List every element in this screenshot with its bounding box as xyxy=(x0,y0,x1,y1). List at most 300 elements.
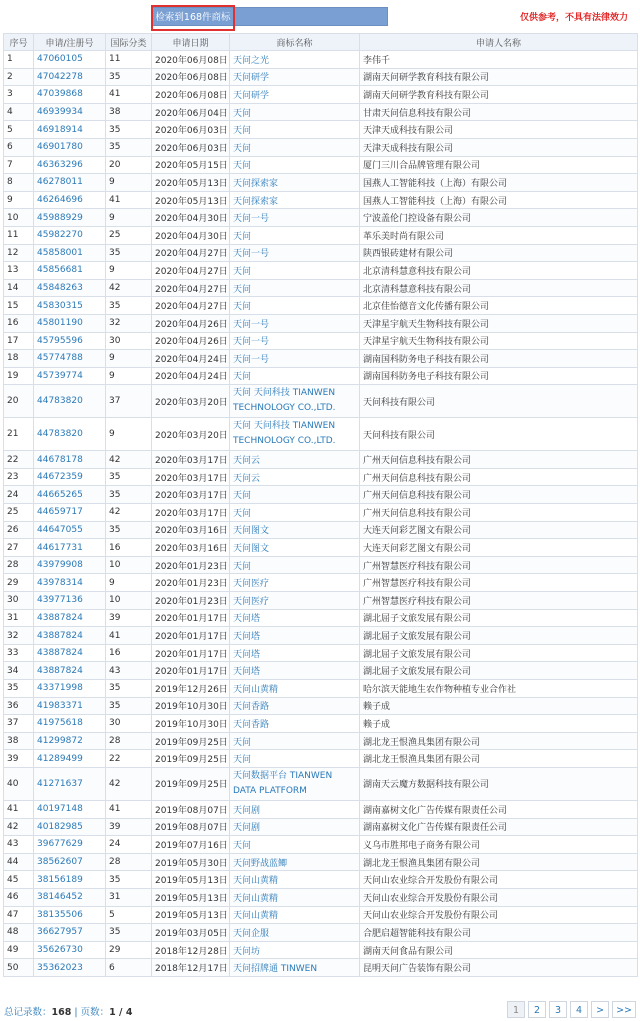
cell-reg-number[interactable]: 47060105 xyxy=(34,51,106,69)
cell-mark-name[interactable]: 天问山黄精 xyxy=(230,906,360,924)
cell-class: 35 xyxy=(106,68,152,86)
cell-mark-name[interactable]: 天问探索家 xyxy=(230,191,360,209)
pages-label: 页数： xyxy=(80,1007,110,1018)
cell-reg-number[interactable]: 46939934 xyxy=(34,103,106,121)
cell-reg-number[interactable]: 44617731 xyxy=(34,539,106,557)
cell-class: 9 xyxy=(106,350,152,368)
cell-reg-number[interactable]: 36627957 xyxy=(34,924,106,942)
table-row xyxy=(4,906,638,924)
cell-index: 46 xyxy=(4,888,34,906)
cell-reg-number[interactable]: 44665265 xyxy=(34,486,106,504)
cell-reg-number[interactable]: 40182985 xyxy=(34,818,106,836)
cell-class: 41 xyxy=(106,86,152,104)
cell-applicant: 国燕人工智能科技（上海）有限公司 xyxy=(360,191,638,209)
table-row xyxy=(4,592,638,610)
header-col-reg-number: 申请/注册号 xyxy=(34,34,106,51)
cell-mark-name[interactable]: 天问剧 xyxy=(230,818,360,836)
table-row xyxy=(4,627,638,645)
cell-class: 35 xyxy=(106,297,152,315)
cell-applicant: 天问科技有限公司 xyxy=(360,418,638,451)
table-row xyxy=(4,51,638,69)
cell-mark-name[interactable]: 天问香路 xyxy=(230,715,360,733)
table-row xyxy=(4,888,638,906)
cell-mark-name[interactable]: 天问野战蓝鲫 xyxy=(230,853,360,871)
cell-applicant: 湖南天问研学教育科技有限公司 xyxy=(360,68,638,86)
cell-reg-number[interactable]: 38146452 xyxy=(34,888,106,906)
cell-date: 2020年06月03日 xyxy=(152,138,230,156)
cell-mark-name[interactable]: 天问 xyxy=(230,732,360,750)
cell-class: 24 xyxy=(106,836,152,854)
cell-index: 40 xyxy=(4,767,34,800)
cell-mark-name[interactable]: 天问坊 xyxy=(230,941,360,959)
cell-reg-number[interactable]: 44678178 xyxy=(34,451,106,469)
cell-class: 20 xyxy=(106,156,152,174)
cell-reg-number[interactable]: 41289499 xyxy=(34,750,106,768)
cell-date: 2019年08月07日 xyxy=(152,818,230,836)
cell-reg-number[interactable]: 45982270 xyxy=(34,226,106,244)
cell-class: 43 xyxy=(106,662,152,680)
cell-mark-name[interactable]: 天问塔 xyxy=(230,644,360,662)
cell-reg-number[interactable]: 38156189 xyxy=(34,871,106,889)
cell-mark-name[interactable]: 天问一号 xyxy=(230,332,360,350)
cell-index: 14 xyxy=(4,279,34,297)
cell-mark-name[interactable]: 天问企服 xyxy=(230,924,360,942)
cell-applicant: 广州天问信息科技有限公司 xyxy=(360,451,638,469)
table-row xyxy=(4,504,638,522)
cell-mark-name[interactable]: 天问 xyxy=(230,750,360,768)
cell-applicant: 广州天问信息科技有限公司 xyxy=(360,468,638,486)
cell-applicant: 北京清科慧意科技有限公司 xyxy=(360,262,638,280)
cell-date: 2019年09月25日 xyxy=(152,767,230,800)
cell-class: 16 xyxy=(106,539,152,557)
cell-date: 2019年08月07日 xyxy=(152,800,230,818)
table-row xyxy=(4,156,638,174)
cell-reg-number[interactable]: 43887824 xyxy=(34,609,106,627)
cell-mark-name[interactable]: 天问 xyxy=(230,486,360,504)
cell-mark-name[interactable]: 天问塔 xyxy=(230,627,360,645)
cell-mark-name[interactable]: 天问剧 xyxy=(230,800,360,818)
table-row xyxy=(4,138,638,156)
cell-index: 25 xyxy=(4,504,34,522)
cell-applicant: 宁波盖伦门控设备有限公司 xyxy=(360,209,638,227)
table-row xyxy=(4,871,638,889)
cell-reg-number[interactable]: 45801190 xyxy=(34,314,106,332)
cell-index: 5 xyxy=(4,121,34,139)
cell-class: 6 xyxy=(106,959,152,977)
cell-index: 35 xyxy=(4,680,34,698)
cell-reg-number[interactable]: 35362023 xyxy=(34,959,106,977)
cell-applicant: 广州天问信息科技有限公司 xyxy=(360,486,638,504)
cell-reg-number[interactable]: 41299872 xyxy=(34,732,106,750)
table-row xyxy=(4,539,638,557)
next-page-button[interactable]: > xyxy=(591,1001,609,1018)
cell-reg-number[interactable]: 45774788 xyxy=(34,350,106,368)
cell-mark-name[interactable]: 天问 xyxy=(230,836,360,854)
cell-index: 7 xyxy=(4,156,34,174)
cell-class: 29 xyxy=(106,941,152,959)
cell-index: 50 xyxy=(4,959,34,977)
cell-date: 2019年03月05日 xyxy=(152,924,230,942)
cell-date: 2020年04月30日 xyxy=(152,226,230,244)
cell-mark-name[interactable]: 天问云 xyxy=(230,451,360,469)
cell-applicant: 天问科技有限公司 xyxy=(360,385,638,418)
table-row xyxy=(4,209,638,227)
cell-index: 29 xyxy=(4,574,34,592)
cell-mark-name[interactable]: 天问图文 xyxy=(230,521,360,539)
cell-mark-name[interactable]: 天问图文 xyxy=(230,539,360,557)
cell-reg-number[interactable]: 45856681 xyxy=(34,262,106,280)
total-label: 总记录数： xyxy=(4,1007,52,1018)
cell-mark-name[interactable]: 天问探索家 xyxy=(230,174,360,192)
cell-index: 37 xyxy=(4,715,34,733)
cell-reg-number[interactable]: 45795596 xyxy=(34,332,106,350)
cell-applicant: 天问山农业综合开发股份有限公司 xyxy=(360,906,638,924)
cell-date: 2020年04月24日 xyxy=(152,350,230,368)
disclaimer-text: 仅供参考，不具有法律效力 xyxy=(520,13,629,23)
cell-reg-number[interactable]: 45988929 xyxy=(34,209,106,227)
cell-index: 13 xyxy=(4,262,34,280)
cell-index: 27 xyxy=(4,539,34,557)
cell-class: 10 xyxy=(106,556,152,574)
table-row xyxy=(4,609,638,627)
table-row xyxy=(4,350,638,368)
cell-applicant: 甘肃天问信息科技有限公司 xyxy=(360,103,638,121)
cell-mark-name[interactable]: 天问 xyxy=(230,262,360,280)
cell-applicant: 湖南天问研学教育科技有限公司 xyxy=(360,86,638,104)
cell-index: 34 xyxy=(4,662,34,680)
cell-mark-name[interactable]: 天问 xyxy=(230,138,360,156)
table-row xyxy=(4,468,638,486)
cell-applicant: 天津星宇航天生物科技有限公司 xyxy=(360,332,638,350)
cell-mark-name[interactable]: 天问 xyxy=(230,367,360,385)
cell-mark-name[interactable]: 天问数据平台 TIANWEN DATA PLATFORM xyxy=(230,767,360,800)
cell-index: 11 xyxy=(4,226,34,244)
cell-class: 39 xyxy=(106,609,152,627)
cell-reg-number[interactable]: 41983371 xyxy=(34,697,106,715)
page-button-1[interactable]: 1 xyxy=(507,1001,525,1018)
cell-applicant: 哈尔滨天能地生农作物种植专业合作社 xyxy=(360,680,638,698)
cell-index: 41 xyxy=(4,800,34,818)
cell-date: 2019年12月26日 xyxy=(152,680,230,698)
cell-class: 31 xyxy=(106,888,152,906)
table-row xyxy=(4,697,638,715)
cell-mark-name[interactable]: 天问云 xyxy=(230,468,360,486)
cell-reg-number[interactable]: 43887824 xyxy=(34,627,106,645)
cell-reg-number[interactable]: 44647055 xyxy=(34,521,106,539)
cell-index: 16 xyxy=(4,314,34,332)
cell-applicant: 广州智慧医疗科技有限公司 xyxy=(360,556,638,574)
cell-reg-number[interactable]: 46278011 xyxy=(34,174,106,192)
cell-date: 2020年04月27日 xyxy=(152,262,230,280)
cell-applicant: 大连天问彩艺图文有限公司 xyxy=(360,521,638,539)
pagination xyxy=(507,1001,636,1018)
cell-date: 2020年03月20日 xyxy=(152,385,230,418)
cell-mark-name[interactable]: 天问 xyxy=(230,297,360,315)
cell-date: 2020年01月17日 xyxy=(152,627,230,645)
table-row xyxy=(4,680,638,698)
cell-class: 35 xyxy=(106,468,152,486)
cell-reg-number[interactable]: 39677629 xyxy=(34,836,106,854)
cell-class: 9 xyxy=(106,174,152,192)
table-row xyxy=(4,924,638,942)
cell-applicant: 赖子成 xyxy=(360,697,638,715)
cell-reg-number[interactable]: 47039868 xyxy=(34,86,106,104)
cell-date: 2019年10月30日 xyxy=(152,697,230,715)
search-result-label[interactable]: 检索到168件商标 xyxy=(151,5,235,31)
page-button-3[interactable]: 3 xyxy=(549,1001,567,1018)
cell-mark-name[interactable]: 天问 天问科技 TIANWEN TECHNOLOGY CO.,LTD. xyxy=(230,385,360,418)
cell-mark-name[interactable]: 天问医疗 xyxy=(230,592,360,610)
cell-date: 2019年07月16日 xyxy=(152,836,230,854)
cell-applicant: 义乌市胜邦电子商务有限公司 xyxy=(360,836,638,854)
cell-class: 35 xyxy=(106,924,152,942)
cell-reg-number[interactable]: 44783820 xyxy=(34,385,106,418)
table-row xyxy=(4,418,638,451)
cell-date: 2019年05月13日 xyxy=(152,871,230,889)
cell-reg-number[interactable]: 41271637 xyxy=(34,767,106,800)
table-row xyxy=(4,226,638,244)
cell-date: 2020年04月30日 xyxy=(152,209,230,227)
cell-index: 36 xyxy=(4,697,34,715)
header-col-date: 申请日期 xyxy=(152,34,230,51)
cell-applicant: 北京佳怡德音文化传播有限公司 xyxy=(360,297,638,315)
cell-applicant: 湖北龙王恨渔具集团有限公司 xyxy=(360,750,638,768)
cell-reg-number[interactable]: 46918914 xyxy=(34,121,106,139)
cell-date: 2020年04月24日 xyxy=(152,367,230,385)
cell-index: 39 xyxy=(4,750,34,768)
table-row xyxy=(4,451,638,469)
cell-reg-number[interactable]: 35626730 xyxy=(34,941,106,959)
page-button-2[interactable]: 2 xyxy=(528,1001,546,1018)
cell-reg-number[interactable]: 43371998 xyxy=(34,680,106,698)
table-row xyxy=(4,750,638,768)
cell-mark-name[interactable]: 天问 xyxy=(230,156,360,174)
cell-reg-number[interactable]: 44659717 xyxy=(34,504,106,522)
cell-mark-name[interactable]: 天问 xyxy=(230,226,360,244)
cell-reg-number[interactable]: 43887824 xyxy=(34,644,106,662)
table-row xyxy=(4,662,638,680)
cell-class: 38 xyxy=(106,103,152,121)
cell-index: 1 xyxy=(4,51,34,69)
cell-reg-number[interactable]: 41975618 xyxy=(34,715,106,733)
table-row xyxy=(4,191,638,209)
table-row xyxy=(4,556,638,574)
cell-class: 35 xyxy=(106,244,152,262)
pages-value: 1 / 4 xyxy=(109,1007,133,1018)
cell-class: 9 xyxy=(106,418,152,451)
record-summary xyxy=(4,1004,132,1018)
cell-applicant: 天津星宇航天生物科技有限公司 xyxy=(360,314,638,332)
cell-class: 9 xyxy=(106,367,152,385)
cell-index: 19 xyxy=(4,367,34,385)
cell-mark-name[interactable]: 天问招牌通 TINWEN xyxy=(230,959,360,977)
table-row xyxy=(4,521,638,539)
cell-applicant: 革乐美时尚有限公司 xyxy=(360,226,638,244)
cell-date: 2020年06月08日 xyxy=(152,86,230,104)
cell-reg-number[interactable]: 38562607 xyxy=(34,853,106,871)
cell-reg-number[interactable]: 46264696 xyxy=(34,191,106,209)
trademark-table xyxy=(3,33,638,977)
cell-mark-name[interactable]: 天问塔 xyxy=(230,662,360,680)
header-col-index: 序号 xyxy=(4,34,34,51)
cell-reg-number[interactable]: 45858001 xyxy=(34,244,106,262)
cell-class: 35 xyxy=(106,121,152,139)
cell-mark-name[interactable]: 天问山黄精 xyxy=(230,680,360,698)
cell-index: 43 xyxy=(4,836,34,854)
cell-applicant: 李伟千 xyxy=(360,51,638,69)
table-row xyxy=(4,367,638,385)
cell-reg-number[interactable]: 43978314 xyxy=(34,574,106,592)
cell-date: 2020年03月16日 xyxy=(152,539,230,557)
cell-reg-number[interactable]: 44672359 xyxy=(34,468,106,486)
cell-date: 2020年03月17日 xyxy=(152,468,230,486)
cell-reg-number[interactable]: 45830315 xyxy=(34,297,106,315)
cell-index: 45 xyxy=(4,871,34,889)
page-button-4[interactable]: 4 xyxy=(570,1001,588,1018)
cell-applicant: 北京清科慧意科技有限公司 xyxy=(360,279,638,297)
cell-reg-number[interactable]: 44783820 xyxy=(34,418,106,451)
cell-applicant: 湖南嘉树文化广告传媒有限责任公司 xyxy=(360,818,638,836)
cell-reg-number[interactable]: 45739774 xyxy=(34,367,106,385)
cell-index: 42 xyxy=(4,818,34,836)
table-footer xyxy=(0,998,640,1021)
cell-mark-name[interactable]: 天问 xyxy=(230,279,360,297)
cell-mark-name[interactable]: 天问一号 xyxy=(230,209,360,227)
cell-class: 22 xyxy=(106,750,152,768)
table-row xyxy=(4,332,638,350)
cell-date: 2020年06月08日 xyxy=(152,68,230,86)
table-row xyxy=(4,732,638,750)
cell-class: 42 xyxy=(106,767,152,800)
cell-mark-name[interactable]: 天问塔 xyxy=(230,609,360,627)
cell-applicant: 陕西银砖建材有限公司 xyxy=(360,244,638,262)
cell-applicant: 国燕人工智能科技（上海）有限公司 xyxy=(360,174,638,192)
total-value: 168 xyxy=(51,1007,72,1018)
cell-class: 42 xyxy=(106,279,152,297)
cell-date: 2019年09月25日 xyxy=(152,732,230,750)
cell-index: 9 xyxy=(4,191,34,209)
table-row xyxy=(4,644,638,662)
cell-class: 28 xyxy=(106,732,152,750)
header-col-applicant: 申请人名称 xyxy=(360,34,638,51)
cell-reg-number[interactable]: 47042278 xyxy=(34,68,106,86)
cell-index: 49 xyxy=(4,941,34,959)
cell-class: 35 xyxy=(106,871,152,889)
table-body xyxy=(4,51,638,977)
cell-mark-name[interactable]: 天问研学 xyxy=(230,68,360,86)
cell-applicant: 湖南嘉树文化广告传媒有限责任公司 xyxy=(360,800,638,818)
cell-class: 35 xyxy=(106,521,152,539)
cell-reg-number[interactable]: 43977136 xyxy=(34,592,106,610)
cell-mark-name[interactable]: 天问山黄精 xyxy=(230,888,360,906)
cell-date: 2020年04月27日 xyxy=(152,297,230,315)
cell-class: 32 xyxy=(106,314,152,332)
cell-index: 48 xyxy=(4,924,34,942)
cell-index: 20 xyxy=(4,385,34,418)
cell-reg-number[interactable]: 40197148 xyxy=(34,800,106,818)
last-page-button[interactable]: >> xyxy=(612,1001,636,1018)
cell-mark-name[interactable]: 天问一号 xyxy=(230,314,360,332)
cell-reg-number[interactable]: 43979908 xyxy=(34,556,106,574)
cell-date: 2019年09月25日 xyxy=(152,750,230,768)
top-bar xyxy=(0,0,640,33)
cell-index: 18 xyxy=(4,350,34,368)
cell-class: 25 xyxy=(106,226,152,244)
cell-mark-name[interactable]: 天问一号 xyxy=(230,350,360,368)
cell-mark-name[interactable]: 天问 xyxy=(230,103,360,121)
cell-date: 2020年06月08日 xyxy=(152,51,230,69)
header-col-class: 国际分类 xyxy=(106,34,152,51)
cell-index: 22 xyxy=(4,451,34,469)
summary-separator: | xyxy=(71,1007,81,1018)
cell-reg-number[interactable]: 43887824 xyxy=(34,662,106,680)
cell-index: 44 xyxy=(4,853,34,871)
cell-reg-number[interactable]: 38135506 xyxy=(34,906,106,924)
table-row xyxy=(4,121,638,139)
cell-index: 10 xyxy=(4,209,34,227)
cell-index: 31 xyxy=(4,609,34,627)
cell-applicant: 广州智慧医疗科技有限公司 xyxy=(360,574,638,592)
cell-applicant: 湖北屈子文旅发展有限公司 xyxy=(360,609,638,627)
cell-class: 30 xyxy=(106,715,152,733)
cell-date: 2020年04月26日 xyxy=(152,332,230,350)
cell-index: 17 xyxy=(4,332,34,350)
cell-mark-name[interactable]: 天问 xyxy=(230,556,360,574)
cell-mark-name[interactable]: 天问 xyxy=(230,121,360,139)
table-header xyxy=(4,34,638,51)
cell-mark-name[interactable]: 天问 xyxy=(230,504,360,522)
cell-date: 2019年05月13日 xyxy=(152,888,230,906)
cell-mark-name[interactable]: 天问 天问科技 TIANWEN TECHNOLOGY CO.,LTD. xyxy=(230,418,360,451)
cell-class: 35 xyxy=(106,138,152,156)
cell-reg-number[interactable]: 45848263 xyxy=(34,279,106,297)
cell-class: 16 xyxy=(106,644,152,662)
cell-class: 35 xyxy=(106,486,152,504)
cell-mark-name[interactable]: 天问一号 xyxy=(230,244,360,262)
table-row xyxy=(4,941,638,959)
cell-index: 30 xyxy=(4,592,34,610)
cell-index: 6 xyxy=(4,138,34,156)
cell-date: 2020年01月17日 xyxy=(152,609,230,627)
table-row xyxy=(4,853,638,871)
cell-date: 2020年05月13日 xyxy=(152,191,230,209)
cell-applicant: 湖南天问食品有限公司 xyxy=(360,941,638,959)
table-row xyxy=(4,86,638,104)
cell-class: 41 xyxy=(106,627,152,645)
table-row xyxy=(4,818,638,836)
search-result-button[interactable] xyxy=(152,7,388,26)
cell-date: 2019年05月30日 xyxy=(152,853,230,871)
cell-date: 2020年03月17日 xyxy=(152,486,230,504)
cell-mark-name[interactable]: 天问山黄精 xyxy=(230,871,360,889)
cell-applicant: 天问山农业综合开发股份有限公司 xyxy=(360,888,638,906)
cell-date: 2020年01月23日 xyxy=(152,592,230,610)
cell-mark-name[interactable]: 天问香路 xyxy=(230,697,360,715)
cell-reg-number[interactable]: 46901780 xyxy=(34,138,106,156)
cell-applicant: 广州智慧医疗科技有限公司 xyxy=(360,592,638,610)
cell-class: 35 xyxy=(106,697,152,715)
cell-applicant: 湖南国科防务电子科技有限公司 xyxy=(360,350,638,368)
cell-reg-number[interactable]: 46363296 xyxy=(34,156,106,174)
table-row xyxy=(4,574,638,592)
cell-mark-name[interactable]: 天问之光 xyxy=(230,51,360,69)
cell-mark-name[interactable]: 天问研学 xyxy=(230,86,360,104)
cell-applicant: 天问山农业综合开发股份有限公司 xyxy=(360,871,638,889)
cell-class: 9 xyxy=(106,574,152,592)
cell-class: 9 xyxy=(106,262,152,280)
cell-date: 2020年06月03日 xyxy=(152,121,230,139)
cell-mark-name[interactable]: 天问医疗 xyxy=(230,574,360,592)
